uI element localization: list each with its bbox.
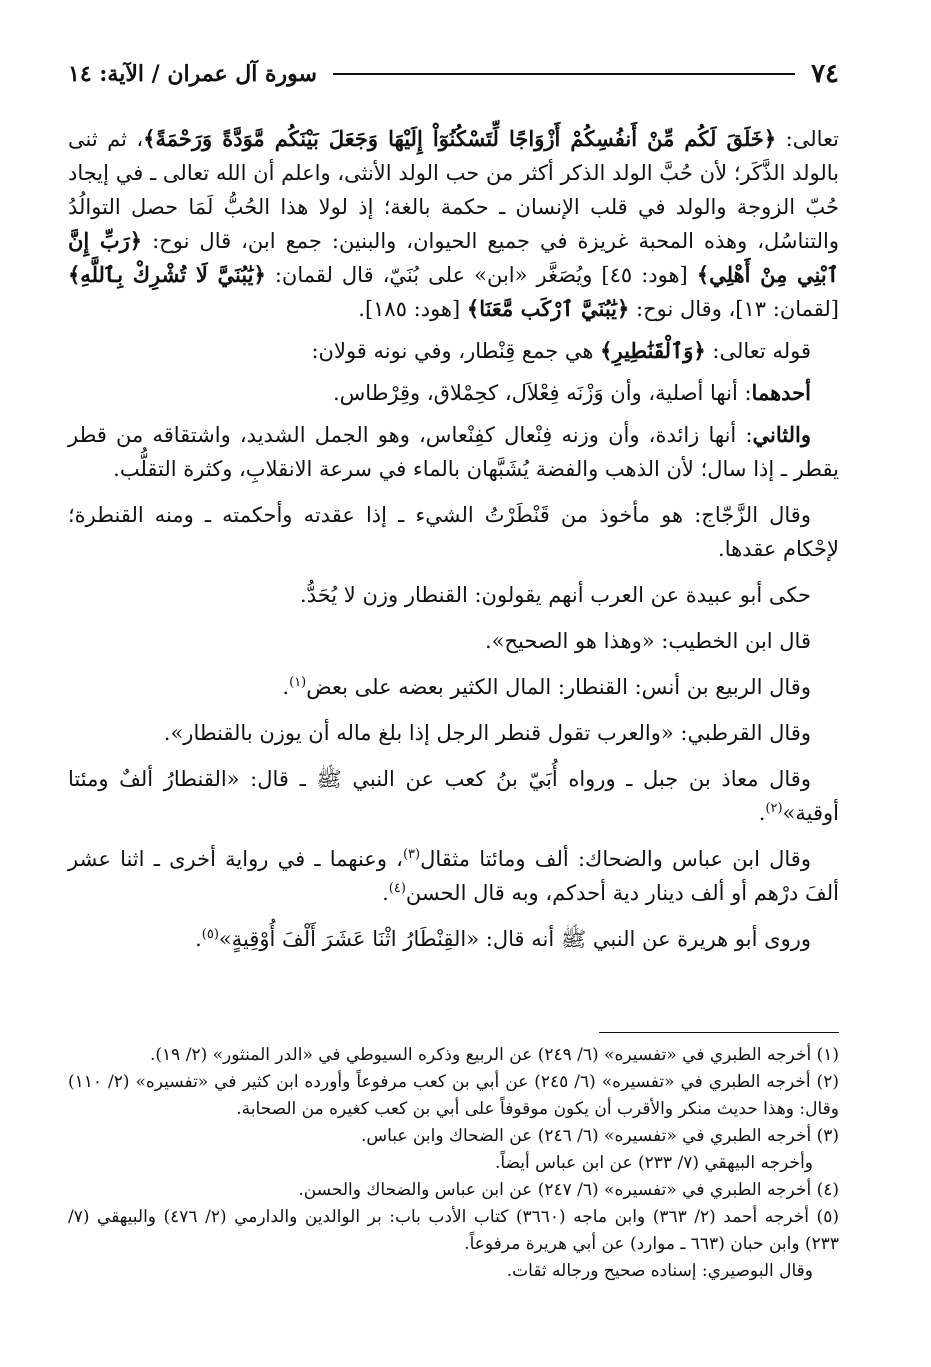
footnote-ref[interactable]: (٢): [765, 801, 783, 816]
paragraph: تعالى: ﴿خَلَقَ لَكُم مِّنْ أَنفُسِكُمْ أَزْوَاجًا لِّتَسْكُنُوٓاْ إِلَيْهَا وَجَعَلَ بَيْنَكُم مَّوَدَّةً وَرَحْمَةً﴾، ثم ثنى بالولد الذَّكَر؛ لأن حُبَّ الولد الذكر أكثر من حب الولد الأنثى، واعلم أن الله تعالى ـ في إيجاد حُبّ الزوجة والولد في قلب الإنسان ـ حكمة بالغة؛ إذ لولا هذا الحُبُّ لَمَا حصل التوالُدُ والتناسُل، وهذه المحبة غريزة في جميع الحيوان، والبنين: جمع ابن، قال نوح: ﴿رَبِّ إِنَّ ٱبْنِي مِنْ أَهْلِي﴾ [هود: ٤٥] ويُصَغَّر «ابن» على بُنَيّ، قال لقمان: ﴿يَٰبُنَيَّ لَا تُشْرِكْ بِٱللَّهِ﴾ [لقمان: ١٣]، وقال نوح: ﴿يَٰبُنَيَّ ٱرْكَب مَّعَنَا﴾ [هود: ١٨٥].: [68, 126, 840, 321]
paragraph: حكى أبو عبيدة عن العرب أنهم يقولون: القنطار وزن لا يُحَدُّ.: [300, 583, 811, 607]
paragraph: [68, 762, 839, 830]
paragraph-text: : أنها زائدة، وأن وزنه فِنْعال كفِنْعاس، وهو الجمل الشديد، واشتقاقه من قطر يقطر ـ إذا سال؛ لأن الذهب والفضة يُشَبَّهان بالماء في سرعة الانقلابِ، وكثرة التقلُّب.: [68, 423, 839, 481]
footnote-ref[interactable]: (٤): [388, 881, 406, 896]
paragraph-text: وقال الربيع بن أنس: القنطار: المال الكثير بعضه على بعض: [306, 675, 811, 699]
page-number: ٧٤: [811, 59, 839, 89]
paragraph-text: وقال ابن عباس والضحاك: ألف ومائتا مثقال: [420, 847, 811, 871]
paragraph: [68, 418, 839, 486]
punctuation: .: [195, 927, 202, 951]
footnote: (٢) أخرجه الطبري في «تفسيره» (٦/ ٢٤٥) عن أبي بن كعب مرفوعاً وأورده ابن كثير في «تفسيره» (٢/ ١١٠) وقال: وهذا حديث منكر والأقرب أن يكون موقوفاً على أبي بن كعب كغيره من الصحابة.: [68, 1072, 839, 1119]
footnote: وقال البوصيري: إسناده صحيح ورجاله ثقات.: [506, 1261, 813, 1281]
paragraph-text: وقال معاذ بن جبل ـ ورواه أُبَيّ بنُ كعب عن النبي ﷺ ـ قال: «القنطارُ ألفٌ ومئتا أوقية»: [68, 767, 839, 825]
quran-verse: ﴿وَٱلْقَنَٰطِيرِ﴾: [600, 338, 706, 363]
footnote: (١) أخرجه الطبري في «تفسيره» (٦/ ٢٤٩) عن الربيع وذكره السيوطي في «الدر المنثور» (٢/ ١٩).: [150, 1045, 839, 1065]
paragraph: وقال القرطبي: «والعرب تقول قنطر الرجل إذا بلغ ماله أن يوزن بالقنطار».: [163, 721, 811, 745]
punctuation: .: [382, 881, 389, 905]
quran-verse: ﴿يَٰبُنَيَّ لَا تُشْرِكْ بِٱللَّهِ﴾: [68, 262, 266, 287]
footnote: (٥) أخرجه أحمد (٢/ ٣٦٣) وابن ماجه (٣٦٦٠) كتاب الأدب باب: بر الوالدين والدارمي (٢/ ٤٧٦) والبيهقي (٧/ ٢٣٣) وابن حبان (٦٦٣ ـ موارد) عن أبي هريرة مرفوعاً.: [68, 1207, 839, 1254]
paragraph-lead: والثاني: [752, 422, 811, 447]
quran-verse: ﴿يَٰبُنَيَّ ٱرْكَب مَّعَنَا﴾: [466, 296, 630, 321]
page-header: [68, 58, 839, 90]
paragraph: [68, 376, 839, 410]
footnote: (٣) أخرجه الطبري في «تفسيره» (٦/ ٢٤٦) عن الضحاك وابن عباس.: [360, 1126, 839, 1146]
paragraph: [68, 922, 839, 956]
paragraph: قال ابن الخطيب: «وهذا هو الصحيح».: [484, 629, 811, 653]
paragraph: قوله تعالى: ﴿وَٱلْقَنَٰطِيرِ﴾ هي جمع قِنْطار، وفي نونه قولان:: [311, 338, 811, 363]
footnote-ref[interactable]: (١): [289, 675, 307, 690]
paragraph: [68, 842, 839, 910]
quran-verse: ﴿رَبِّ إِنَّ ٱبْنِي مِنْ أَهْلِي﴾: [68, 228, 839, 287]
paragraph-lead: أحدهما: [751, 380, 811, 405]
quran-verse: ﴿خَلَقَ لَكُم مِّنْ أَنفُسِكُمْ أَزْوَاجًا لِّتَسْكُنُوٓاْ إِلَيْهَا وَجَعَلَ بَيْنَكُم مَّوَدَّةً وَرَحْمَةً﴾: [143, 126, 777, 151]
main-text: [68, 122, 839, 964]
paragraph-text: : أنها أصلية، وأن وَزْنَه فِعْلاَل، كحِمْلاق، وقِرْطاس.: [332, 381, 752, 405]
paragraph-text: وروى أبو هريرة عن النبي ﷺ أنه قال: «القِنْطَارُ اثْنَا عَشَرَ أَلْفَ أُوْقِيةٍ»: [218, 927, 811, 951]
footnote-ref[interactable]: (٥): [201, 927, 219, 942]
header-rule: [333, 73, 795, 75]
footnote: وأخرجه البيهقي (٧/ ٢٣٣) عن ابن عباس أيضاً.: [494, 1153, 813, 1173]
paragraph: وقال الزَّجّاج: هو مأخوذ من قَنْطَرْتُ الشيء ـ إذا عقدته وأحكمته ـ ومنه القنطرة؛ لإحْكام عقدها.: [68, 503, 839, 561]
footnotes: [68, 1042, 839, 1285]
punctuation: .: [758, 801, 766, 825]
paragraph-text: ، وعنهما ـ في رواية أخرى ـ اثنا عشر ألفَ درْهم أو ألف دينار دية أحدكم، وبه قال الحسن: [68, 847, 839, 905]
footnote: (٤) أخرجه الطبري في «تفسيره» (٦/ ٢٤٧) عن ابن عباس والضحاك والحسن.: [298, 1180, 839, 1200]
paragraph: [68, 670, 839, 704]
footnote-ref[interactable]: (٣): [402, 847, 421, 862]
punctuation: .: [282, 675, 290, 699]
running-title: سورة آل عمران / الآية: ١٤: [68, 61, 317, 87]
footnote-separator: [599, 1032, 839, 1033]
